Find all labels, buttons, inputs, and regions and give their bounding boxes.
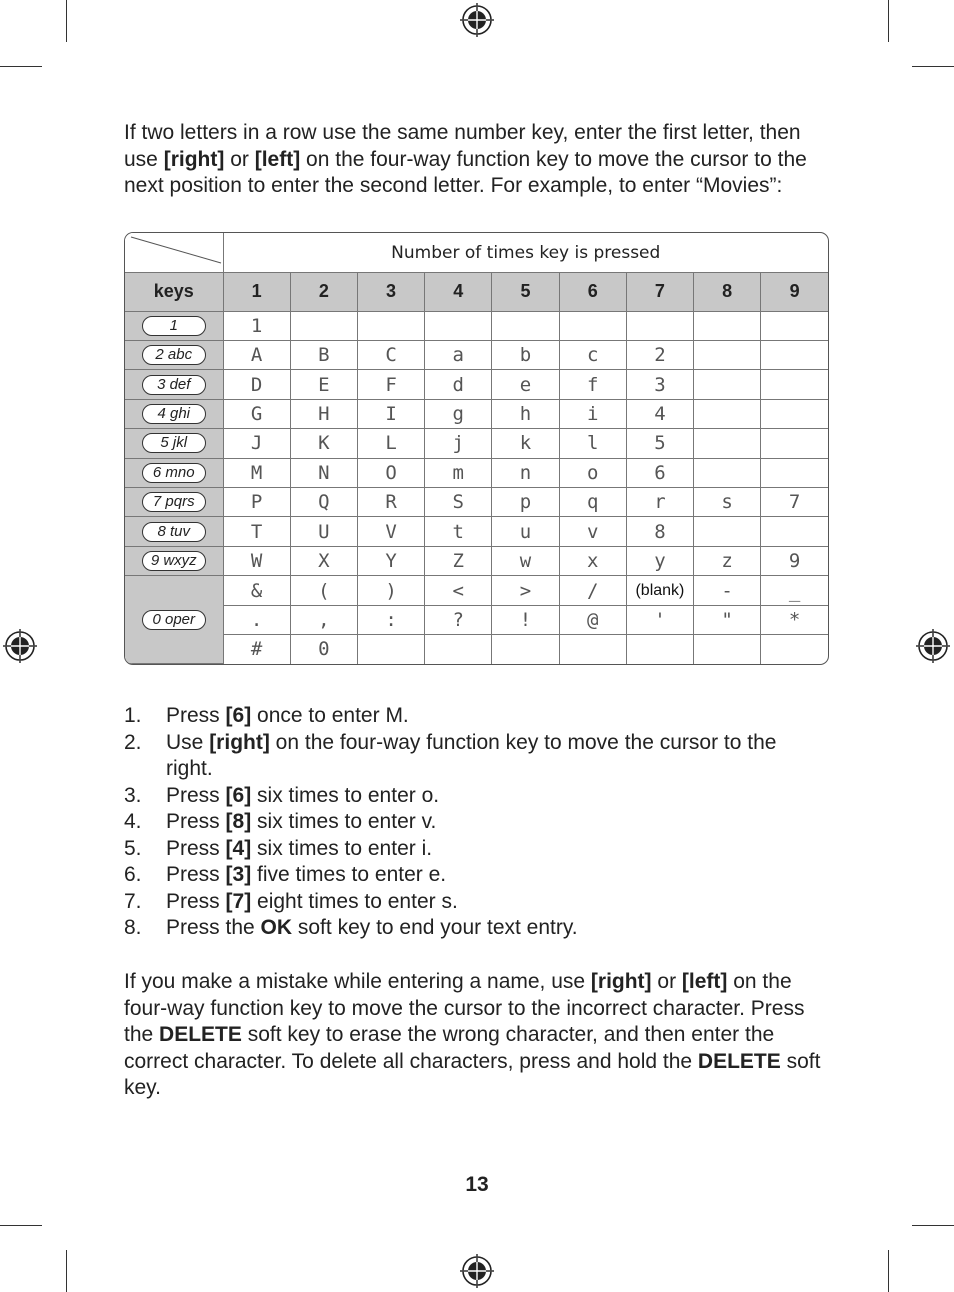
char-cell: : bbox=[357, 605, 424, 634]
outro-text: or bbox=[651, 970, 682, 993]
char-cell: k bbox=[492, 429, 559, 458]
step-number: 5. bbox=[124, 836, 142, 860]
char-cell bbox=[694, 340, 761, 369]
step-number: 4. bbox=[124, 810, 142, 833]
table-row bbox=[125, 635, 828, 664]
char-cell: m bbox=[425, 458, 492, 487]
char-cell: P bbox=[223, 488, 290, 517]
char-cell: d bbox=[425, 370, 492, 399]
char-cell: I bbox=[357, 399, 424, 428]
table-row bbox=[125, 546, 828, 575]
char-cell: 7 bbox=[761, 488, 828, 517]
char-cell: / bbox=[559, 576, 626, 605]
char-cell: q bbox=[559, 488, 626, 517]
char-cell: - bbox=[694, 576, 761, 605]
char-cell: a bbox=[425, 340, 492, 369]
step-text: six times to enter i. bbox=[251, 836, 433, 860]
table-row bbox=[125, 605, 828, 634]
crop-mark bbox=[0, 66, 42, 67]
char-cell: ( bbox=[290, 576, 357, 605]
table-row bbox=[125, 488, 828, 517]
step-key: [6] bbox=[225, 704, 252, 727]
char-cell: 3 bbox=[626, 370, 693, 399]
char-cell: c bbox=[559, 340, 626, 369]
char-cell bbox=[626, 311, 693, 340]
char-cell: K bbox=[290, 429, 357, 458]
char-cell: h bbox=[492, 399, 559, 428]
char-cell: O bbox=[357, 458, 424, 487]
char-cell: Q bbox=[290, 488, 357, 517]
table-row bbox=[125, 311, 828, 340]
column-header: 9 bbox=[761, 273, 828, 311]
char-cell: 1 bbox=[223, 311, 290, 340]
char-cell bbox=[694, 458, 761, 487]
keys-header: keys bbox=[125, 273, 223, 311]
key-cell bbox=[125, 458, 223, 487]
char-cell: 4 bbox=[626, 399, 693, 428]
key-button-icon: 0 oper bbox=[142, 610, 206, 630]
char-cell bbox=[761, 311, 828, 340]
char-cell: M bbox=[223, 458, 290, 487]
char-cell: J bbox=[223, 429, 290, 458]
registration-mark-icon bbox=[460, 3, 494, 37]
column-header: 5 bbox=[492, 273, 559, 311]
intro-paragraph bbox=[124, 120, 834, 200]
char-cell: L bbox=[357, 429, 424, 458]
table-caption: Number of times key is pressed bbox=[223, 233, 828, 273]
crop-mark bbox=[66, 0, 67, 42]
step-number: 1. bbox=[124, 704, 142, 727]
char-cell: j bbox=[425, 429, 492, 458]
step-item bbox=[124, 889, 824, 916]
char-cell: u bbox=[492, 517, 559, 546]
char-cell: > bbox=[492, 576, 559, 605]
char-cell bbox=[626, 635, 693, 664]
char-cell bbox=[694, 635, 761, 664]
step-text: six times to enter v. bbox=[251, 810, 437, 833]
char-cell: o bbox=[559, 458, 626, 487]
char-cell: 5 bbox=[626, 429, 693, 458]
char-cell: U bbox=[290, 517, 357, 546]
key-button-icon: 2 abc bbox=[142, 345, 206, 365]
step-text: Press the bbox=[166, 916, 261, 939]
char-cell: (blank) bbox=[626, 576, 693, 605]
step-item bbox=[124, 862, 824, 889]
delete-key-label: DELETE bbox=[697, 1049, 781, 1073]
step-number: 6. bbox=[124, 863, 142, 886]
column-header: 3 bbox=[357, 273, 424, 311]
char-cell: w bbox=[492, 546, 559, 575]
char-cell: g bbox=[425, 399, 492, 428]
key-left-label: [left] bbox=[254, 147, 301, 171]
key-button-icon: 5 jkl bbox=[142, 433, 206, 453]
char-cell: . bbox=[223, 605, 290, 634]
table-row bbox=[125, 399, 828, 428]
key-button-icon: 3 def bbox=[142, 375, 206, 395]
key-cell bbox=[125, 576, 223, 664]
key-right-label: [right] bbox=[590, 970, 652, 993]
table-row bbox=[125, 458, 828, 487]
step-item bbox=[124, 809, 824, 836]
char-cell: " bbox=[694, 605, 761, 634]
step-key: [3] bbox=[225, 863, 252, 886]
step-key: [6] bbox=[225, 783, 252, 807]
step-number: 7. bbox=[124, 889, 142, 913]
intro-text: or bbox=[224, 147, 255, 171]
char-cell bbox=[694, 517, 761, 546]
step-text: soft key to end your text entry. bbox=[292, 916, 578, 939]
char-cell bbox=[357, 635, 424, 664]
char-cell: i bbox=[559, 399, 626, 428]
char-cell: N bbox=[290, 458, 357, 487]
intro-text: on the four-way function key to move the cursor to the next position to enter the second letter. For example, to enter “Movies”: bbox=[124, 147, 807, 197]
step-number: 2. bbox=[124, 730, 142, 754]
char-cell bbox=[694, 429, 761, 458]
page-number: 13 bbox=[465, 1173, 489, 1196]
char-cell bbox=[492, 635, 559, 664]
char-cell: y bbox=[626, 546, 693, 575]
column-header: 6 bbox=[559, 273, 626, 311]
key-button-icon: 4 ghi bbox=[142, 404, 206, 424]
key-cell bbox=[125, 311, 223, 340]
table-row bbox=[125, 340, 828, 369]
crop-mark bbox=[0, 1225, 42, 1226]
step-item bbox=[124, 703, 824, 730]
char-cell: C bbox=[357, 340, 424, 369]
char-cell: T bbox=[223, 517, 290, 546]
char-cell: H bbox=[290, 399, 357, 428]
key-cell bbox=[125, 429, 223, 458]
outro-paragraph bbox=[124, 969, 834, 1102]
column-header: 4 bbox=[425, 273, 492, 311]
char-cell: Y bbox=[357, 546, 424, 575]
char-cell bbox=[761, 458, 828, 487]
step-key: [7] bbox=[225, 889, 252, 913]
key-right-label: [right] bbox=[163, 147, 225, 171]
char-cell: D bbox=[223, 370, 290, 399]
char-cell: E bbox=[290, 370, 357, 399]
step-text: on the four-way function key to move the cursor to the right. bbox=[166, 730, 777, 780]
table-row bbox=[125, 429, 828, 458]
step-key: OK bbox=[260, 916, 293, 939]
char-cell: 6 bbox=[626, 458, 693, 487]
step-key: [8] bbox=[225, 810, 252, 833]
key-button-icon: 6 mno bbox=[142, 463, 206, 483]
char-cell: t bbox=[425, 517, 492, 546]
step-item bbox=[124, 730, 824, 783]
delete-key-label: DELETE bbox=[159, 1023, 242, 1046]
char-cell: @ bbox=[559, 605, 626, 634]
character-table bbox=[124, 232, 829, 665]
key-button-icon: 1 bbox=[142, 316, 206, 336]
char-cell: B bbox=[290, 340, 357, 369]
registration-mark-icon bbox=[916, 629, 950, 663]
char-cell bbox=[761, 399, 828, 428]
char-cell: R bbox=[357, 488, 424, 517]
char-cell: z bbox=[694, 546, 761, 575]
step-text: eight times to enter s. bbox=[251, 889, 458, 913]
column-header: 2 bbox=[290, 273, 357, 311]
table-row bbox=[125, 370, 828, 399]
key-cell bbox=[125, 340, 223, 369]
step-key: [right] bbox=[209, 730, 270, 754]
table-row bbox=[125, 517, 828, 546]
char-cell: f bbox=[559, 370, 626, 399]
crop-mark bbox=[66, 1250, 67, 1292]
char-cell: r bbox=[626, 488, 693, 517]
intro-text: If two letters in a row use the same number key, enter the first letter, then use bbox=[124, 121, 801, 171]
step-text: Press bbox=[166, 783, 226, 807]
outro-text: on the four-way function key to move the cursor to the incorrect character. Press the bbox=[124, 970, 805, 1046]
char-cell bbox=[694, 399, 761, 428]
step-item bbox=[124, 836, 824, 863]
char-cell: ? bbox=[425, 605, 492, 634]
registration-mark-icon bbox=[3, 629, 37, 663]
char-cell bbox=[694, 370, 761, 399]
char-cell: & bbox=[223, 576, 290, 605]
char-cell: l bbox=[559, 429, 626, 458]
key-cell bbox=[125, 399, 223, 428]
step-key: [4] bbox=[225, 836, 252, 860]
step-text: Press bbox=[166, 810, 226, 833]
char-cell: V bbox=[357, 517, 424, 546]
key-button-icon: 9 wxyz bbox=[142, 551, 206, 571]
crop-mark bbox=[888, 0, 889, 42]
table-row bbox=[125, 576, 828, 605]
char-cell bbox=[559, 635, 626, 664]
char-cell: e bbox=[492, 370, 559, 399]
char-cell: n bbox=[492, 458, 559, 487]
char-cell: 0 bbox=[290, 635, 357, 664]
char-cell: 2 bbox=[626, 340, 693, 369]
step-text: Use bbox=[166, 730, 210, 754]
key-press-table bbox=[125, 233, 828, 664]
step-text: six times to enter o. bbox=[251, 783, 440, 807]
char-cell: v bbox=[559, 517, 626, 546]
char-cell: 8 bbox=[626, 517, 693, 546]
char-cell: X bbox=[290, 546, 357, 575]
table-corner bbox=[125, 233, 223, 273]
step-number: 3. bbox=[124, 783, 142, 807]
column-header: 7 bbox=[626, 273, 693, 311]
char-cell bbox=[559, 311, 626, 340]
crop-mark bbox=[912, 66, 954, 67]
char-cell: _ bbox=[761, 576, 828, 605]
char-cell: s bbox=[694, 488, 761, 517]
char-cell bbox=[357, 311, 424, 340]
char-cell: A bbox=[223, 340, 290, 369]
column-header: 1 bbox=[223, 273, 290, 311]
key-cell bbox=[125, 370, 223, 399]
key-button-icon: 8 tuv bbox=[142, 522, 206, 542]
char-cell bbox=[290, 311, 357, 340]
step-text: five times to enter e. bbox=[251, 863, 447, 886]
step-text: Press bbox=[166, 836, 226, 860]
char-cell: W bbox=[223, 546, 290, 575]
step-text: Press bbox=[166, 889, 226, 913]
key-cell bbox=[125, 488, 223, 517]
char-cell bbox=[761, 635, 828, 664]
step-text: Press bbox=[166, 863, 226, 886]
step-text: Press bbox=[166, 704, 226, 727]
char-cell: < bbox=[425, 576, 492, 605]
char-cell: ! bbox=[492, 605, 559, 634]
char-cell: 9 bbox=[761, 546, 828, 575]
char-cell bbox=[425, 311, 492, 340]
char-cell bbox=[761, 370, 828, 399]
char-cell: G bbox=[223, 399, 290, 428]
char-cell: * bbox=[761, 605, 828, 634]
char-cell: S bbox=[425, 488, 492, 517]
char-cell: p bbox=[492, 488, 559, 517]
char-cell bbox=[425, 635, 492, 664]
step-text: once to enter M. bbox=[251, 704, 409, 727]
char-cell: b bbox=[492, 340, 559, 369]
char-cell bbox=[694, 311, 761, 340]
char-cell bbox=[761, 340, 828, 369]
char-cell: ) bbox=[357, 576, 424, 605]
char-cell: # bbox=[223, 635, 290, 664]
char-cell: , bbox=[290, 605, 357, 634]
outro-text: soft key. bbox=[124, 1049, 821, 1099]
key-cell bbox=[125, 546, 223, 575]
key-cell bbox=[125, 517, 223, 546]
outro-text: If you make a mistake while entering a name, use bbox=[124, 970, 591, 993]
key-button-icon: 7 pqrs bbox=[142, 492, 206, 512]
char-cell bbox=[761, 429, 828, 458]
char-cell bbox=[492, 311, 559, 340]
step-item bbox=[124, 915, 824, 942]
key-left-label: [left] bbox=[681, 970, 728, 993]
column-header: 8 bbox=[694, 273, 761, 311]
table-header-row bbox=[125, 273, 828, 311]
diagonal-line-icon bbox=[125, 233, 223, 264]
step-item bbox=[124, 783, 824, 810]
char-cell bbox=[761, 517, 828, 546]
steps-list bbox=[124, 703, 824, 942]
crop-mark bbox=[912, 1225, 954, 1226]
registration-mark-icon bbox=[460, 1254, 494, 1288]
crop-mark bbox=[888, 1250, 889, 1292]
char-cell: F bbox=[357, 370, 424, 399]
char-cell: ' bbox=[626, 605, 693, 634]
outro-text: soft key to erase the wrong character, and then enter the correct character. To delete all characters, press and hold the bbox=[124, 1023, 775, 1073]
char-cell: Z bbox=[425, 546, 492, 575]
char-cell: x bbox=[559, 546, 626, 575]
step-number: 8. bbox=[124, 916, 142, 939]
